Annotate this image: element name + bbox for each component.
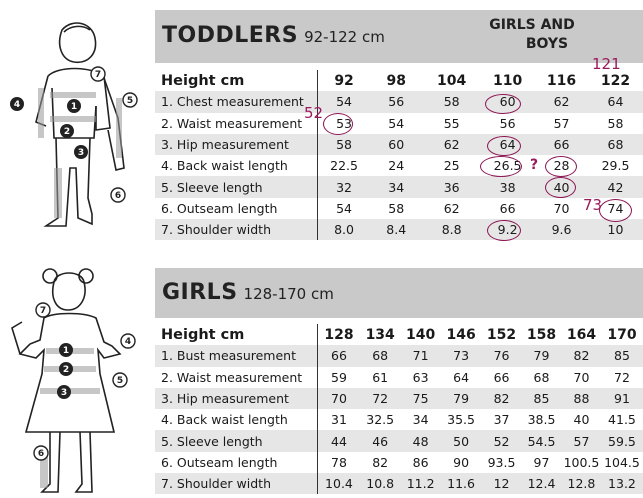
girls-table-cell: 11.2 <box>401 473 441 494</box>
girls-row-label: 6. Outseam length <box>155 452 318 473</box>
toddlers-table-cell: 36 <box>423 176 481 197</box>
girls-table-cell: 76 <box>482 345 522 366</box>
toddlers-table-cell: 25 <box>443 158 460 174</box>
toddler-marker-1: 1 <box>70 102 78 112</box>
toddlers-table-cell: 10 <box>589 219 643 240</box>
toddlers-table-row <box>155 113 643 134</box>
toddlers-header <box>155 10 643 63</box>
toddlers-table-cell: 8.0 <box>318 219 370 240</box>
girls-table-row <box>155 388 643 409</box>
toddlers-table-row <box>155 91 643 112</box>
girls-title <box>162 280 334 305</box>
toddlers-table-cell: 58 <box>607 115 624 131</box>
toddlers-row-label: 2. Waist measurement <box>155 113 318 134</box>
girls-table-cell: 57 <box>561 430 601 451</box>
girls-height-header: Height cm <box>155 324 318 345</box>
toddlers-table-cell: 34 <box>370 176 423 197</box>
girls-table-cell: 82 <box>561 345 601 366</box>
girls-table-cell: 82 <box>372 454 389 470</box>
annotation-circle-chest-110 <box>485 94 521 114</box>
girls-table-cell: 78 <box>331 454 347 470</box>
toddlers-table-row <box>155 219 643 240</box>
girls-table-cell: 79 <box>441 388 482 409</box>
toddlers-table-cell: 64 <box>481 134 535 155</box>
toddlers-table-cell: 54 <box>318 91 370 112</box>
girls-size-header: 152 <box>486 326 517 343</box>
toddlers-table-cell: 74 <box>607 200 624 216</box>
toddlers-table-cell: 53 <box>336 115 353 131</box>
toddlers-table-cell: 62 <box>535 91 589 112</box>
girls-table-cell: 90 <box>453 454 470 470</box>
toddlers-table-cell: 8.8 <box>423 219 481 240</box>
girl-marker-1: 1 <box>62 346 70 356</box>
toddlers-title-text: TODDLERS <box>162 23 299 48</box>
girls-table-cell: 46 <box>360 430 401 451</box>
toddlers-table-cell: 58 <box>388 200 405 216</box>
toddlers-row-label: 6. Outseam length <box>155 198 318 219</box>
toddlers-height-header: Height cm <box>155 70 318 91</box>
toddlers-table-cell: 22.5 <box>330 158 358 174</box>
annotation-52: 52 <box>304 104 324 122</box>
toddler-marker-2: 2 <box>63 127 71 137</box>
toddlers-table-cell: 57 <box>553 115 570 131</box>
toddlers-table-cell: 32 <box>318 176 370 197</box>
girls-table-cell: 12.8 <box>561 473 601 494</box>
girls-table-row <box>155 345 643 366</box>
girls-table-cell: 70 <box>573 369 590 385</box>
toddlers-size-header: 116 <box>546 72 577 89</box>
girls-range: 128-170 cm <box>243 285 334 303</box>
toddlers-table-cell: 66 <box>535 134 589 155</box>
girl-marker-7: 7 <box>39 306 47 316</box>
toddlers-title <box>162 23 385 48</box>
toddlers-table-row <box>155 134 643 155</box>
toddlers-row-label: 3. Hip measurement <box>155 134 318 155</box>
girls-table-cell: 32.5 <box>366 412 395 428</box>
toddlers-table-cell: 64 <box>589 91 643 112</box>
annotation-circle-hip-110 <box>487 136 521 156</box>
toddlers-table-cell: 28 <box>553 158 570 174</box>
girls-size-header: 158 <box>526 326 557 343</box>
girls-row-label: 3. Hip measurement <box>155 388 318 409</box>
toddlers-range: 92-122 cm <box>304 28 385 46</box>
girls-row-label: 4. Back waist length <box>155 409 318 430</box>
girls-table-cell: 11.6 <box>441 473 482 494</box>
annotation-circle-outseam-122 <box>599 199 632 222</box>
toddlers-table-cell: 58 <box>423 91 481 112</box>
girl-marker-2: 2 <box>62 365 70 375</box>
girls-size-header: 134 <box>365 326 395 343</box>
tag-line-1: GIRLS AND <box>489 17 575 33</box>
girl-marker-6: 6 <box>37 449 45 459</box>
toddlers-table-cell: 9.6 <box>535 219 589 240</box>
girls-table-cell: 31 <box>331 412 347 428</box>
girls-size-header: 146 <box>446 326 476 343</box>
annotation-circle-back-116 <box>545 156 577 177</box>
girls-table-cell: 73 <box>441 345 482 366</box>
girls-table-row <box>155 473 643 494</box>
annotation-circle-back-110 <box>480 156 522 177</box>
girls-table-cell: 70 <box>318 388 360 409</box>
girls-table-cell: 38.5 <box>527 412 556 428</box>
girls-title-text: GIRLS <box>162 280 238 305</box>
toddlers-size-table <box>155 70 643 240</box>
annotation-circle-shoulder-110 <box>487 220 521 241</box>
girls-row-label: 1. Bust measurement <box>155 345 318 366</box>
toddlers-table-cell: 42 <box>589 176 643 197</box>
girls-table-cell: 68 <box>533 369 550 385</box>
toddler-marker-5: 5 <box>126 96 134 106</box>
girl-figure-illustration <box>0 262 150 498</box>
annotation-121: 121 <box>592 55 621 73</box>
girls-table-cell: 10.4 <box>318 473 360 494</box>
girls-table-cell: 59.5 <box>601 430 642 451</box>
girls-table-cell: 37 <box>493 412 510 428</box>
toddlers-table-cell: 70 <box>553 200 570 216</box>
girls-table-cell: 64 <box>453 369 470 385</box>
toddlers-table-cell: 54 <box>388 115 405 131</box>
girls-size-table <box>155 324 643 494</box>
girls-size-header: 128 <box>324 326 354 343</box>
toddlers-table-cell: 62 <box>423 134 481 155</box>
tag-line-2: BOYS <box>525 36 569 52</box>
annotation-circle-sleeve-116 <box>545 177 576 198</box>
girls-table-cell: 71 <box>401 345 441 366</box>
girls-header <box>155 268 643 318</box>
girls-table-cell: 93.5 <box>487 454 516 470</box>
girls-size-header: 140 <box>406 326 436 343</box>
girls-size-header: 170 <box>607 326 637 343</box>
girls-table-cell: 85 <box>522 388 562 409</box>
girls-table-cell: 72 <box>614 369 630 385</box>
girls-table-cell: 40 <box>573 412 590 428</box>
girl-marker-4: 4 <box>124 337 132 347</box>
girls-table-cell: 66 <box>318 345 360 366</box>
girls-table-cell: 91 <box>601 388 642 409</box>
girls-table-cell: 12.4 <box>522 473 562 494</box>
girls-table-cell: 50 <box>441 430 482 451</box>
toddler-marker-4: 4 <box>13 100 21 110</box>
girls-table-cell: 82 <box>482 388 522 409</box>
girls-table-cell: 85 <box>601 345 642 366</box>
annotation-question-mark: ? <box>530 157 539 173</box>
girls-table-cell: 48 <box>401 430 441 451</box>
toddlers-table-cell: 9.2 <box>481 219 535 240</box>
girls-header-row <box>155 324 643 345</box>
toddlers-row-label: 7. Shoulder width <box>155 219 318 240</box>
girls-table-cell: 86 <box>412 454 429 470</box>
girls-table-cell: 79 <box>522 345 562 366</box>
girls-row-label: 2. Waist measurement <box>155 367 318 388</box>
toddlers-size-header: 104 <box>437 72 467 89</box>
toddlers-row-label: 5. Sleeve length <box>155 176 318 197</box>
girls-table-cell: 72 <box>360 388 401 409</box>
girls-table-cell: 44 <box>318 430 360 451</box>
annotation-circle-waist-92 <box>323 113 353 135</box>
girls-table-cell: 10.8 <box>360 473 401 494</box>
toddlers-table-cell: 60 <box>481 91 535 112</box>
girls-row-label: 7. Shoulder width <box>155 473 318 494</box>
girls-table-cell: 35.5 <box>447 412 475 428</box>
toddlers-size-header: 98 <box>386 72 406 89</box>
girls-table-cell: 63 <box>412 369 429 385</box>
girls-table-cell: 100.5 <box>563 454 600 470</box>
toddlers-table-row <box>155 198 643 219</box>
girls-table-cell: 97 <box>533 454 550 470</box>
girls-table-cell: 75 <box>401 388 441 409</box>
toddlers-table-cell: 55 <box>443 115 460 131</box>
toddlers-table-cell: 29.5 <box>601 158 630 174</box>
annotation-73: 73 <box>583 196 603 214</box>
toddlers-table-cell: 56 <box>499 115 516 131</box>
girl-marker-5: 5 <box>116 376 124 386</box>
girls-table-cell: 61 <box>372 369 389 385</box>
toddlers-row-label: 1. Chest measurement <box>155 91 318 112</box>
girls-row-label: 5. Sleeve length <box>155 430 318 451</box>
toddler-figure-illustration <box>0 18 150 243</box>
toddlers-table-cell: 8.4 <box>370 219 423 240</box>
girls-table-cell: 68 <box>360 345 401 366</box>
toddlers-table-cell: 68 <box>589 134 643 155</box>
girls-table-cell: 54.5 <box>522 430 562 451</box>
toddler-marker-6: 6 <box>114 191 122 201</box>
toddlers-row-label: 4. Back waist length <box>155 155 318 176</box>
girls-table-cell: 52 <box>482 430 522 451</box>
toddlers-table-cell: 38 <box>481 176 535 197</box>
toddlers-table-cell: 58 <box>318 134 370 155</box>
girls-size-header: 164 <box>566 326 597 343</box>
toddler-marker-7: 7 <box>94 70 102 80</box>
girls-table-row <box>155 430 643 451</box>
toddlers-size-header: 122 <box>600 72 631 89</box>
toddlers-table-cell: 26.5 <box>493 158 522 174</box>
toddlers-table-cell: 66 <box>499 200 516 216</box>
girls-and-boys-tag <box>477 16 587 54</box>
girls-table-cell: 66 <box>493 369 510 385</box>
toddlers-header-row <box>155 70 643 91</box>
toddlers-table-cell: 56 <box>370 91 423 112</box>
girls-table-cell: 59 <box>331 369 347 385</box>
toddlers-table-cell: 24 <box>388 158 405 174</box>
girls-table-cell: 12 <box>482 473 522 494</box>
girls-table-row <box>155 452 643 473</box>
toddlers-size-header: 110 <box>492 72 523 89</box>
girl-marker-3: 3 <box>60 388 68 398</box>
toddlers-table-cell: 40 <box>535 176 589 197</box>
girls-table-cell: 34 <box>412 412 429 428</box>
girls-table-cell: 13.2 <box>601 473 642 494</box>
girls-table-cell: 41.5 <box>608 412 636 428</box>
girls-table-cell: 88 <box>561 388 601 409</box>
toddlers-table-cell: 62 <box>443 200 460 216</box>
toddlers-table-cell: 60 <box>370 134 423 155</box>
toddler-marker-3: 3 <box>77 148 85 158</box>
girls-table-row <box>155 367 643 388</box>
girls-table-row <box>155 409 643 430</box>
toddlers-table-cell: 54 <box>336 200 353 216</box>
girls-table-cell: 104.5 <box>604 454 640 470</box>
toddlers-size-header: 92 <box>334 72 354 89</box>
